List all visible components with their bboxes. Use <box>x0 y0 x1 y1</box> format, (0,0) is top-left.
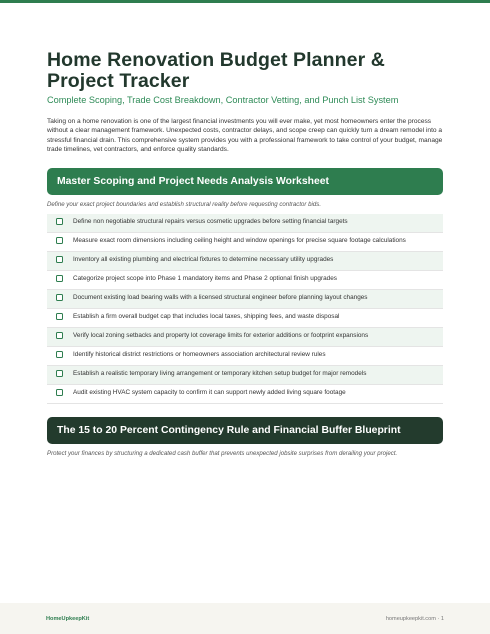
checklist-item-text: Define non negotiable structural repairs versus cosmetic upgrades before setting financial targets <box>73 217 348 225</box>
footer-separator: · <box>437 615 440 622</box>
document-subtitle: Complete Scoping, Trade Cost Breakdown, Contractor Vetting, and Punch List System <box>47 95 399 105</box>
checklist-item-text: Establish a realistic temporary living arrangement or temporary kitchen setup budget for major remodels <box>73 369 367 377</box>
checkbox[interactable] <box>56 332 63 339</box>
checklist-item-text: Identify historical district restrictions or homeowners association architectural review rules <box>73 350 326 358</box>
checklist-item-text: Document existing load bearing walls with a licensed structural engineer before planning layout changes <box>73 293 368 301</box>
checklist-item-text: Audit existing HVAC system capacity to confirm it can support newly added living square footage <box>73 388 346 396</box>
section-heading-contingency: The 15 to 20 Percent Contingency Rule and Financial Buffer Blueprint <box>47 417 443 444</box>
section-heading-scoping: Master Scoping and Project Needs Analysis Worksheet <box>47 168 443 195</box>
checklist-row <box>47 271 443 290</box>
checklist-row <box>47 214 443 233</box>
checklist-item-text: Establish a firm overall budget cap that includes local taxes, shipping fees, and waste disposal <box>73 312 340 320</box>
page-number: 1 <box>440 615 444 622</box>
section-description-contingency: Protect your finances by structuring a dedicated cash buffer that prevents unexpected jobsite surprises from derailing your project. <box>47 450 398 458</box>
checklist-row <box>47 366 443 385</box>
document-title: Home Renovation Budget Planner & Project Tracker <box>47 49 385 92</box>
document-page <box>47 50 443 458</box>
section-description-scoping: Define your exact project boundaries and establish structural reality before requesting contractor bids. <box>47 200 322 208</box>
checkbox[interactable] <box>56 313 63 320</box>
footer-site: homeupkeepkit.com <box>385 615 436 622</box>
checklist-row <box>47 233 443 252</box>
checkbox[interactable] <box>56 237 63 244</box>
checklist-row <box>47 309 443 328</box>
checklist-item-text: Categorize project scope into Phase 1 mandatory items and Phase 2 optional finish upgrades <box>73 274 337 282</box>
top-accent-rule <box>0 0 490 3</box>
checklist-item-text: Verify local zoning setbacks and property lot coverage limits for exterior additions or footprint expansions <box>73 331 369 339</box>
checkbox[interactable] <box>56 370 63 377</box>
checkbox[interactable] <box>56 218 63 225</box>
checkbox[interactable] <box>56 294 63 301</box>
checkbox[interactable] <box>56 256 63 263</box>
checkbox[interactable] <box>56 351 63 358</box>
intro-paragraph: Taking on a home renovation is one of the largest financial investments you will ever make, yet most homeowners enter the process without a clear management framework. Unexpected costs, contractor delays, and scope creep can quickly turn a dream remodel into a stressful financial drain. This comprehensive system provides you with a professional framework to take control of your budget, manage trade timelines, vet contractors, and enforce quality standards. <box>47 118 443 154</box>
page-footer <box>0 603 490 634</box>
checklist-item-text: Inventory all existing plumbing and electrical fixtures to determine necessary utility upgrades <box>73 255 334 263</box>
checkbox[interactable] <box>56 389 63 396</box>
checklist-row <box>47 347 443 366</box>
checklist-row <box>47 252 443 271</box>
checklist-row <box>47 385 443 404</box>
checklist-row <box>47 290 443 309</box>
checklist-row <box>47 328 443 347</box>
checklist-item-text: Measure exact room dimensions including ceiling height and window openings for precise square footage calculations <box>73 236 406 244</box>
footer-right <box>386 616 444 622</box>
checkbox[interactable] <box>56 275 63 282</box>
footer-brand: HomeUpkeepKit <box>46 615 90 622</box>
scoping-checklist <box>47 214 443 404</box>
